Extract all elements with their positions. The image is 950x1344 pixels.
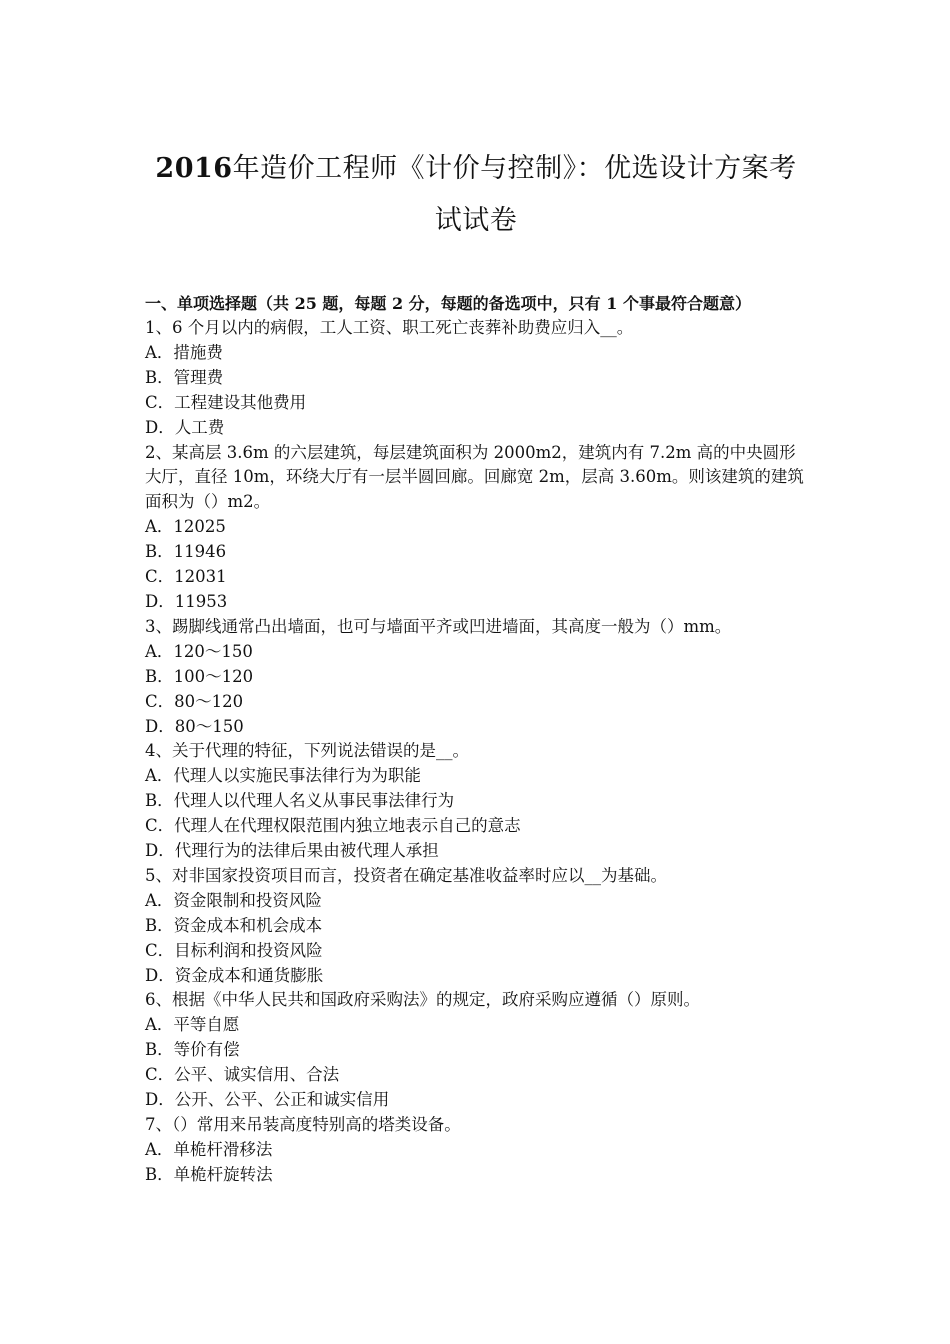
- answer-option: B．100～120: [145, 666, 254, 686]
- question-stem: 4、关于代理的特征，下列说法错误的是__。: [145, 741, 469, 761]
- answer-option: B．资金成本和机会成本: [145, 915, 323, 935]
- section-header: 一、单项选择题（共 25 题，每题 2 分，每题的备选项中，只有 1 个事最符合题意）: [145, 294, 751, 313]
- answer-option: D．公开、公平、公正和诚实信用: [145, 1090, 390, 1110]
- answer-option: C．公平、诚实信用、合法: [145, 1065, 340, 1085]
- answer-option: C．12031: [145, 567, 227, 587]
- question-stem: 7、（）常用来吊装高度特别高的塔类设备。: [145, 1115, 461, 1134]
- answer-option: B．11946: [145, 542, 227, 562]
- answer-option: C．工程建设其他费用: [145, 392, 307, 412]
- question-stem: 5、对非国家投资项目而言，投资者在确定基准收益率时应以__为基础。: [145, 865, 667, 885]
- answer-option: D．代理行为的法律后果由被代理人承担: [145, 841, 439, 861]
- answer-option: A．12025: [145, 517, 226, 537]
- answer-option: A．代理人以实施民事法律行为为职能: [145, 766, 421, 786]
- answer-option: C．代理人在代理权限范围内独立地表示自己的意志: [145, 816, 521, 836]
- answer-option: B．单桅杆旋转法: [145, 1164, 273, 1184]
- answer-option: A．120～150: [145, 641, 253, 661]
- question-stem: 6、根据《中华人民共和国政府采购法》的规定，政府采购应遵循（）原则。: [145, 990, 700, 1010]
- document-title: [145, 143, 807, 247]
- title-text: 年造价工程师《计价与控制》：优选设计方案考试试卷: [232, 153, 797, 236]
- answer-option: D．人工费: [145, 417, 225, 437]
- question-stem: 3、踢脚线通常凸出墙面，也可与墙面平齐或凹进墙面，其高度一般为（）mm。: [145, 616, 732, 636]
- answer-option: A．单桅杆滑移法: [145, 1139, 273, 1159]
- question-stem: 1、6 个月以内的病假，工人工资、职工死亡丧葬补助费应归入__。: [145, 318, 634, 337]
- answer-option: D．11953: [145, 591, 228, 611]
- title-year: 2016: [155, 153, 233, 184]
- answer-option: B．等价有偿: [145, 1040, 240, 1060]
- answer-option: A．措施费: [145, 342, 223, 362]
- answer-option: D．资金成本和通货膨胀: [145, 965, 324, 985]
- answer-option: B．代理人以代理人名义从事民事法律行为: [145, 791, 455, 811]
- answer-option: A．平等自愿: [145, 1015, 240, 1035]
- answer-option: B．管理费: [145, 367, 224, 387]
- answer-option: C．80～120: [145, 691, 244, 711]
- answer-option: D．80～150: [145, 716, 244, 736]
- answer-option: C．目标利润和投资风险: [145, 940, 323, 960]
- question-list: [145, 316, 807, 1188]
- question-stem: 2、某高层 3.6m 的六层建筑，每层建筑面积为 2000m2，建筑内有 7.2m 高的中央圆形大厅，直径 10m，环绕大厅有一层半圆回廊。回廊宽 2m，层高 3.60m。则该建筑的建筑面积为（）m2。: [145, 442, 804, 512]
- document-page: [145, 0, 807, 1188]
- answer-option: A．资金限制和投资风险: [145, 890, 322, 910]
